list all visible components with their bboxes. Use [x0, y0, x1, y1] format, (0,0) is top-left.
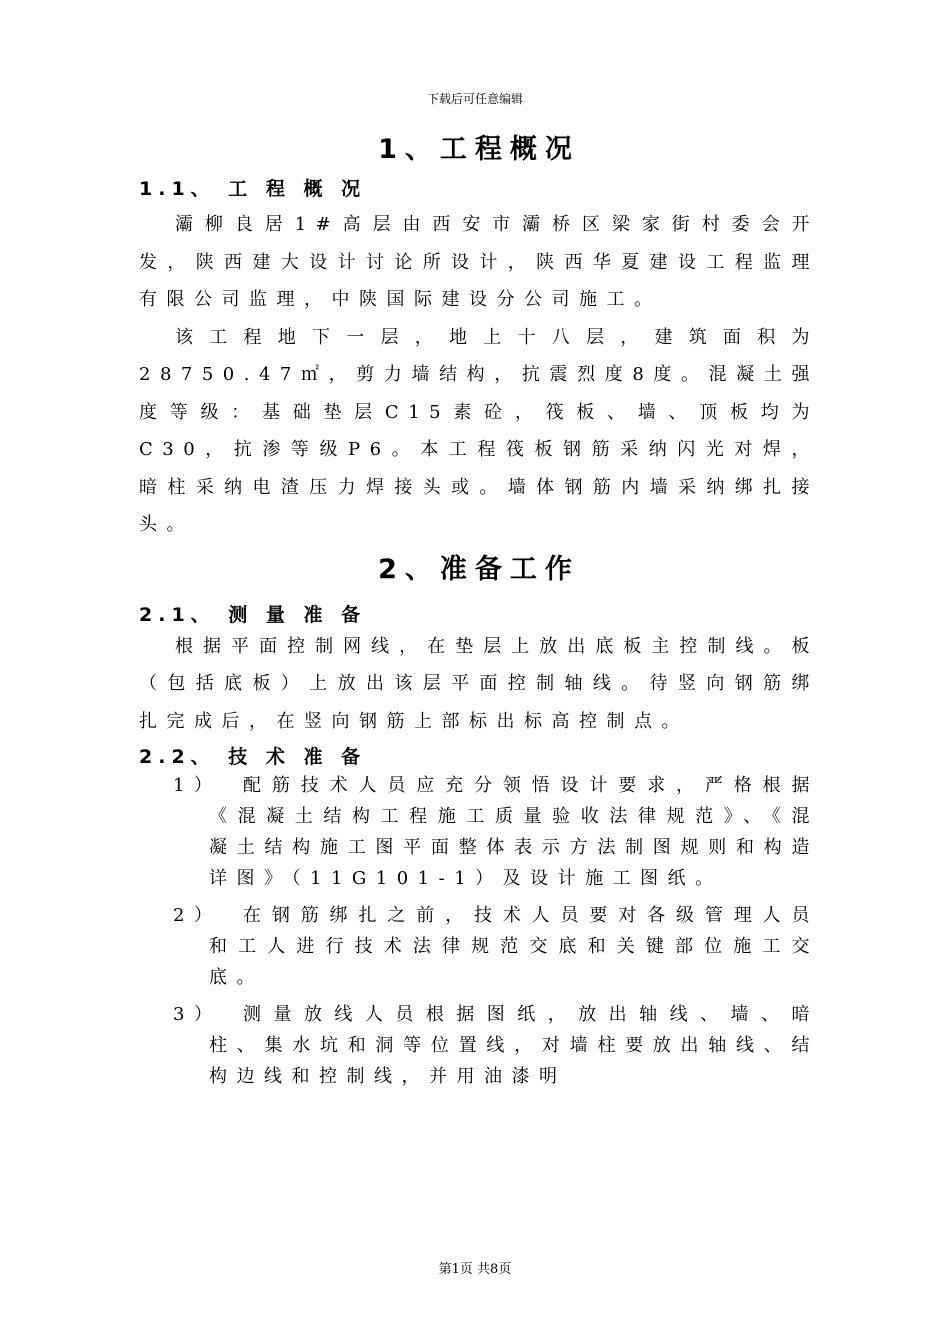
list-item-text: 在钢筋绑扎之前，技术人员要对各级管理人员和工人进行技术法律规范交底和关键部位施工交底。: [209, 905, 819, 988]
subsection-2-2-title: 2.2、 技 术 准 备: [139, 746, 367, 768]
subsection-2-1-title: 2.1、 测 量 准 备: [139, 603, 367, 626]
header-note: 下载后可任意编辑: [426, 92, 523, 106]
paragraph: 灞柳良居1#高层由西安市灞桥区梁家街村委会开发，陕西建大设计讨论所设计，陕西华夏建设工程监理有限公司监理，中陕国际建设分公司施工。: [139, 214, 819, 310]
paragraph: 根据平面控制网线，在垫层上放出底板主控制线。板（包括底板）上放出该层平面控制轴线。待竖向钢筋绑扎完成后，在竖向钢筋上部标出标高控制点。: [139, 635, 819, 732]
subsection-1-1-title: 1.1、 工 程 概 况: [139, 178, 367, 200]
document-content: [139, 128, 819, 1092]
page-footer: 第1页 共8页: [438, 1262, 512, 1277]
section-2-title: 2、准备工作: [378, 553, 580, 585]
list-item-number: 2）: [173, 905, 222, 926]
list-item-text: 测量放线人员根据图纸，放出轴线、墙、暗柱、集水坑和洞等位置线，对墙柱要放出轴线、结构边线和控制线，并用油漆明: [209, 1004, 819, 1087]
list-item-number: 3）: [173, 1004, 222, 1025]
paragraph: 该工程地下一层，地上十八层，建筑面积为28750.47㎡，剪力墙结构，抗震烈度8度。混凝土强度等级：基础垫层C15素砼，筏板、墙、顶板均为C30，抗渗等级P6。本工程筏板钢筋采纳闪光对焊，暗柱采纳电渣压力焊接头或。墙体钢筋内墙采纳绑扎接头。: [139, 326, 819, 535]
technical-prep-list: [139, 770, 819, 1092]
section-1-title: 1、工程概况: [378, 134, 580, 165]
list-item: [139, 999, 819, 1092]
list-item: [139, 900, 819, 993]
list-item-number: 1）: [173, 775, 222, 796]
list-item: [139, 770, 819, 894]
list-item-text: 配筋技术人员应充分领悟设计要求，严格根据《混凝土结构工程施工质量验收法律规范》、《混凝土结构施工图平面整体表示方法制图规则和构造详图》（11G101-1）及设计施工图纸。: [209, 775, 819, 889]
